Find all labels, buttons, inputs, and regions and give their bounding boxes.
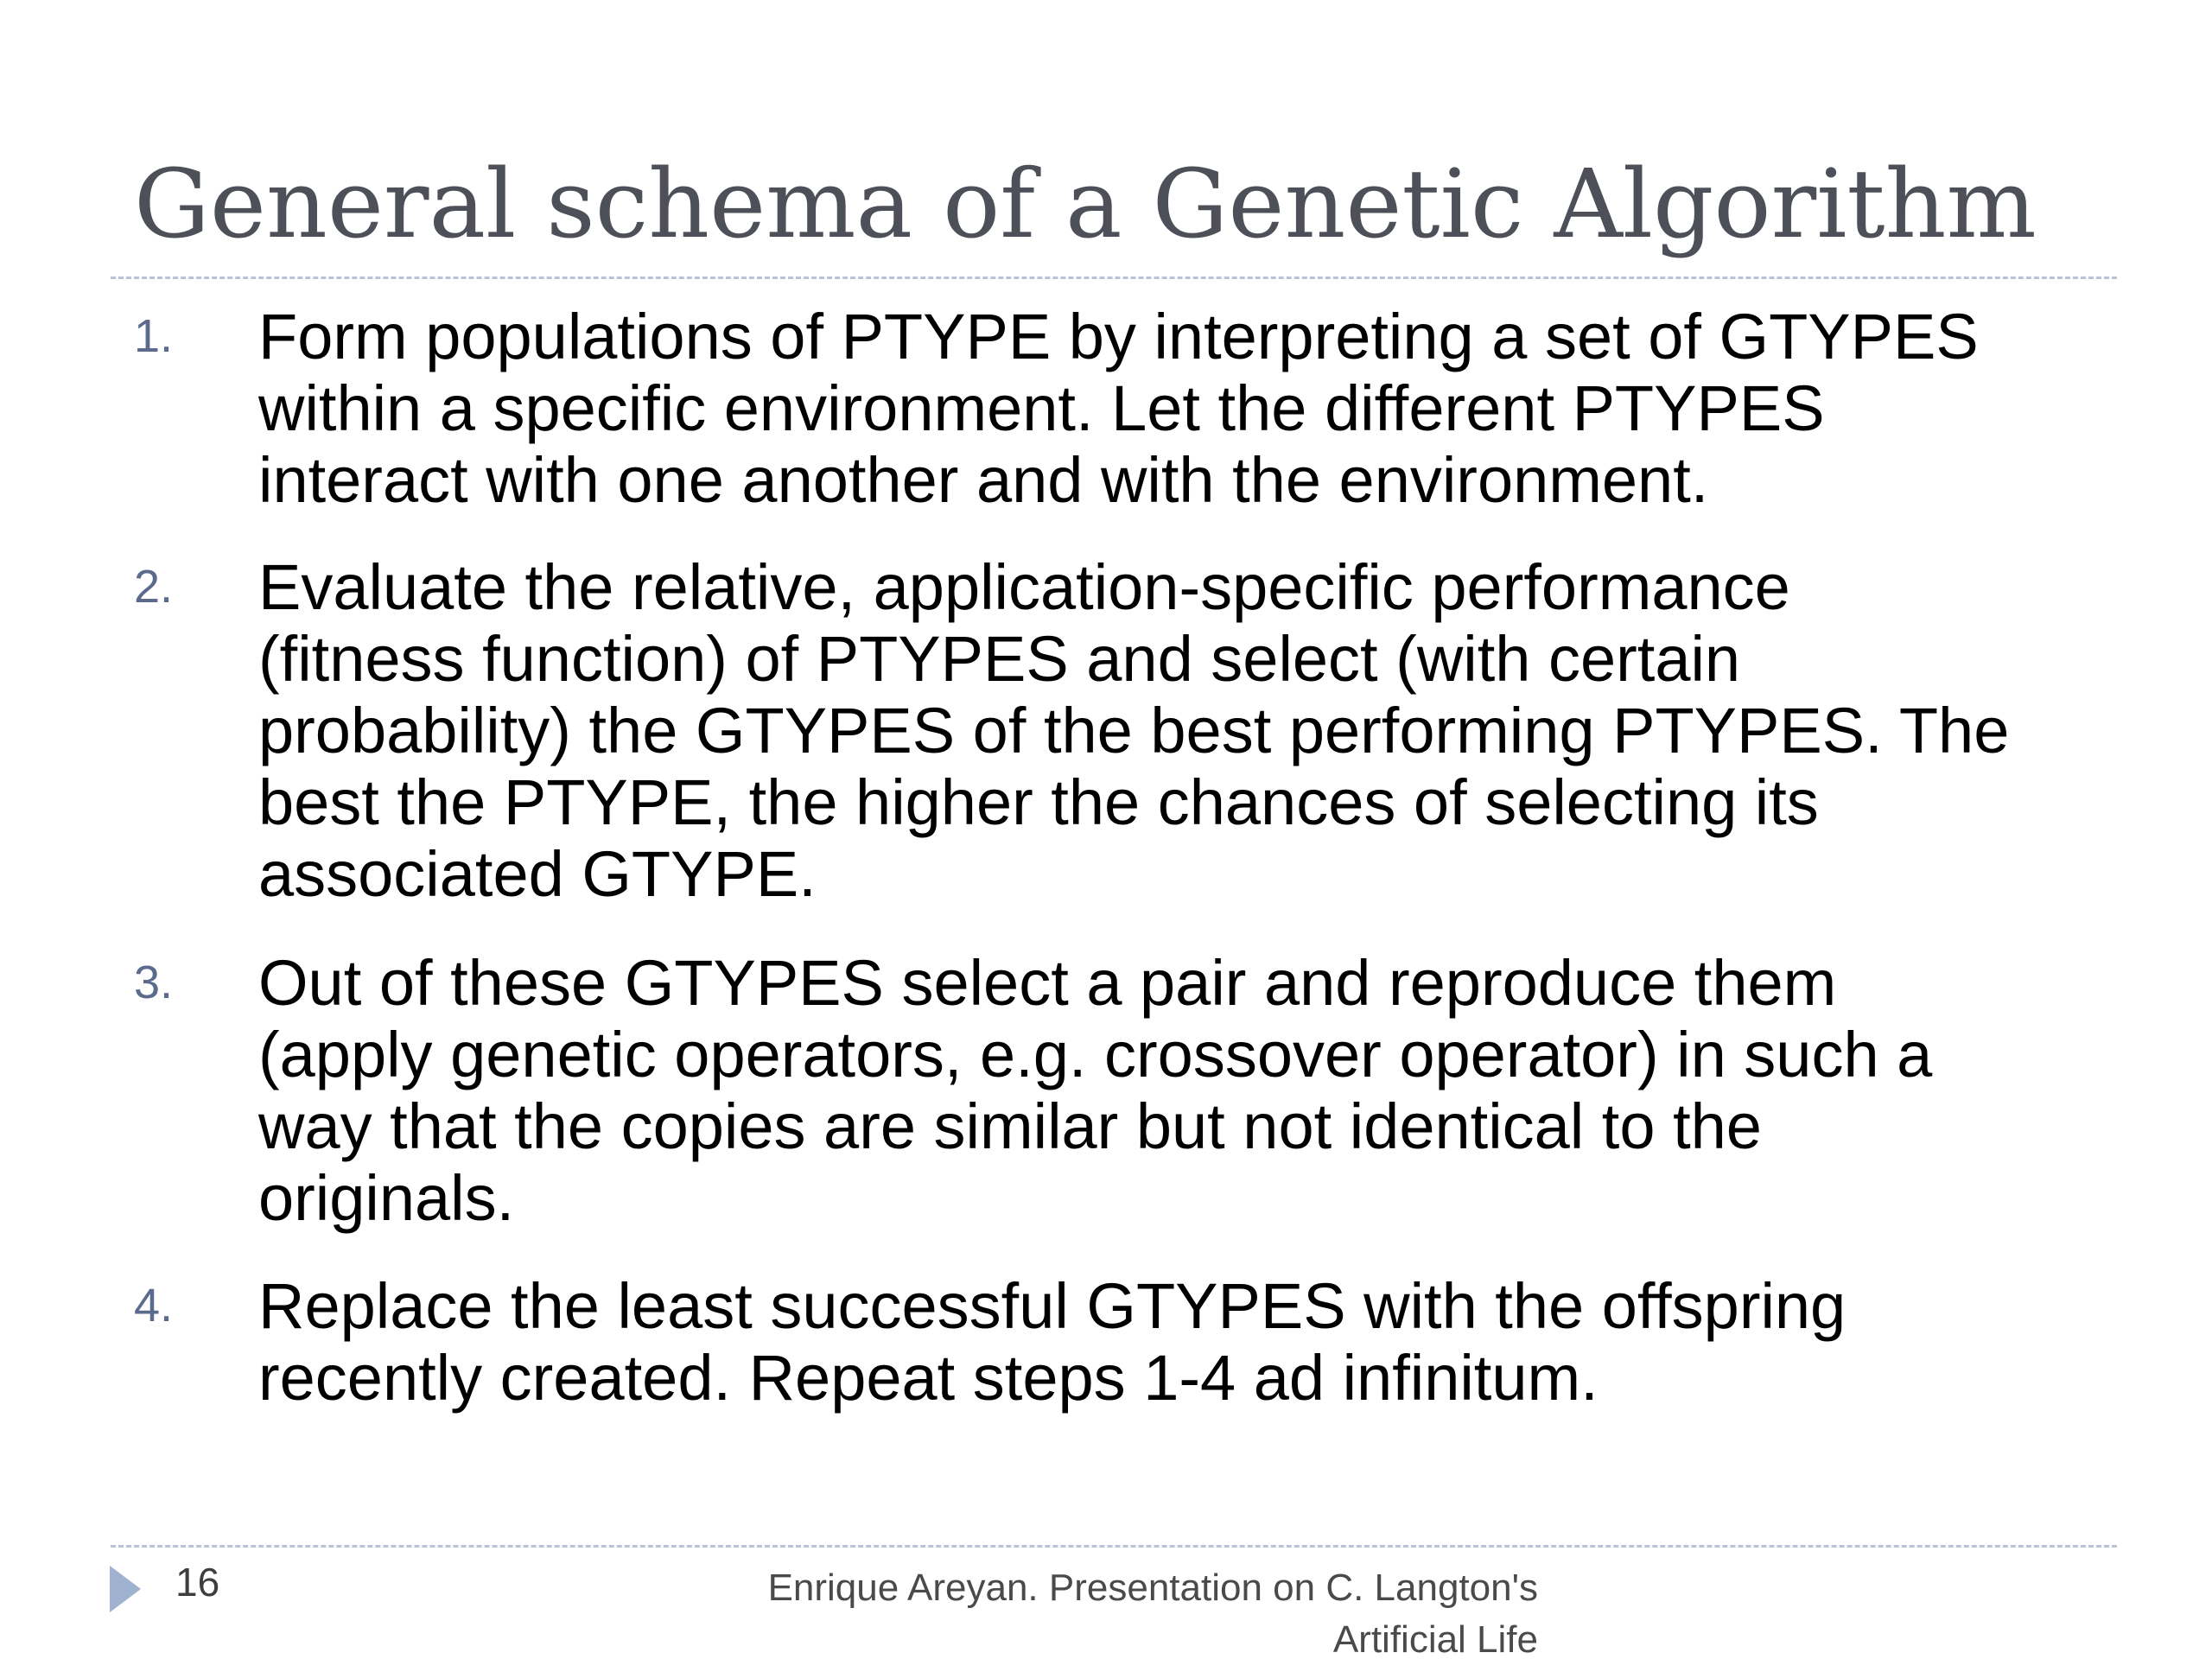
triangle-marker-icon <box>110 1566 141 1612</box>
title-divider <box>111 276 2117 279</box>
list-item-text: Replace the least successful GTYPES with the offspring recently created. Repeat steps 1-4 ad infinitum. <box>258 1270 1847 1414</box>
list-item-text: Evaluate the relative, application-specific performance (fitness function) of PTYPES and select (with certain probability) the GTYPES of the best performing PTYPES. The best the PTYPE, the higher the chances of selecting its associated GTYPE. <box>258 551 2010 910</box>
page-number: 16 <box>175 1560 220 1605</box>
list-item-number: 4. <box>134 1280 174 1332</box>
footer-caption: Enrique Areyan. Presentation on C. Langton's Artificial Life <box>767 1567 1538 1659</box>
slide-title: General schema of a Genetic Algorithm <box>134 149 2037 259</box>
list-item-number: 1. <box>134 310 174 362</box>
list-item-text: Form populations of PTYPE by interpreting a set of GTYPES within a specific environment. Let the different PTYPES interact with one another and with the environment. <box>258 301 1979 516</box>
list-item-number: 2. <box>134 561 174 613</box>
footer-divider <box>111 1545 2117 1548</box>
list-item-text: Out of these GTYPES select a pair and reproduce them (apply genetic operators, e.g. crossover operator) in such a way that the copies are similar but not identical to the originals. <box>258 947 1933 1234</box>
list-item-number: 3. <box>134 957 174 1008</box>
